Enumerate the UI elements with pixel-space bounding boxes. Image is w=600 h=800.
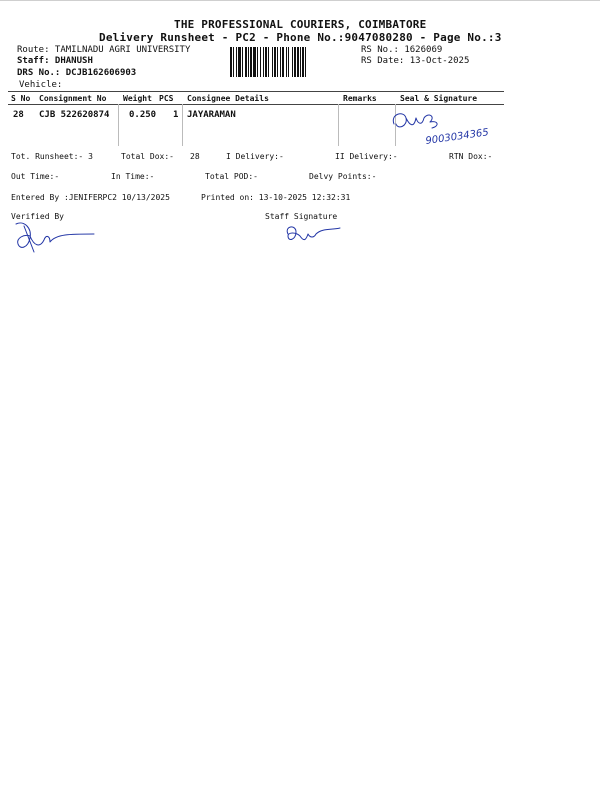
staff-text: Staff: DHANUSH (17, 56, 93, 66)
col-header-sno: S No (11, 94, 31, 103)
row-consignment-no: CJB 522620874 (39, 110, 110, 120)
i-delivery: I Delivery:- (226, 152, 284, 161)
entered-by: Entered By :JENIFERPC2 10/13/2025 (11, 193, 170, 202)
row-weight: 0.250 (129, 110, 157, 120)
verified-by-label: Verified By (11, 212, 64, 221)
vehicle-text: Vehicle: (19, 80, 63, 90)
verifier-signature (10, 214, 100, 256)
receiver-handwritten-signature (388, 104, 508, 152)
column-divider (118, 104, 119, 146)
row-sno: 28 (13, 110, 24, 120)
col-header-consignee: Consignee Details (187, 94, 269, 103)
column-divider (338, 104, 339, 146)
company-title: THE PROFESSIONAL COURIERS, COIMBATORE (174, 18, 427, 31)
table-top-rule (8, 91, 504, 92)
total-runsheet: Tot. Runsheet:- 3 (11, 152, 93, 161)
handwritten-phone: 9003034365 (424, 127, 490, 147)
top-border (0, 0, 600, 1)
rs-date: RS Date: 13-Oct-2025 (361, 56, 470, 66)
rtn-dox: RTN Dox:- (449, 152, 493, 161)
total-dox-value: 28 (190, 152, 200, 161)
row-pcs: 1 (173, 110, 179, 120)
col-header-remarks: Remarks (343, 94, 377, 103)
in-time: In Time:- (111, 172, 155, 181)
col-header-seal-signature: Seal & Signature (400, 94, 478, 103)
row-consignee: JAYARAMAN (187, 110, 236, 120)
delvy-points: Delvy Points:- (309, 172, 377, 181)
staff-signature-label: Staff Signature (265, 212, 338, 221)
ii-delivery: II Delivery:- (335, 152, 398, 161)
drs-number: DRS No.: DCJB162606903 (17, 68, 137, 78)
col-header-weight: Weight (123, 94, 152, 103)
route-text: Route: TAMILNADU AGRI UNIVERSITY (17, 45, 191, 55)
out-time: Out Time:- (11, 172, 60, 181)
rs-number: RS No.: 1626069 (361, 45, 443, 55)
total-pod: Total POD:- (205, 172, 258, 181)
barcode-image (230, 47, 358, 77)
total-dox-label: Total Dox:- (121, 152, 174, 161)
col-header-pcs: PCS (159, 94, 174, 103)
col-header-consignment: Consignment No (39, 94, 107, 103)
runsheet-subtitle: Delivery Runsheet - PC2 - Phone No.:9047080280 - Page No.:3 (99, 31, 502, 44)
printed-on: Printed on: 13-10-2025 12:32:31 (201, 193, 351, 202)
column-divider (182, 104, 183, 146)
staff-signature (282, 222, 352, 248)
